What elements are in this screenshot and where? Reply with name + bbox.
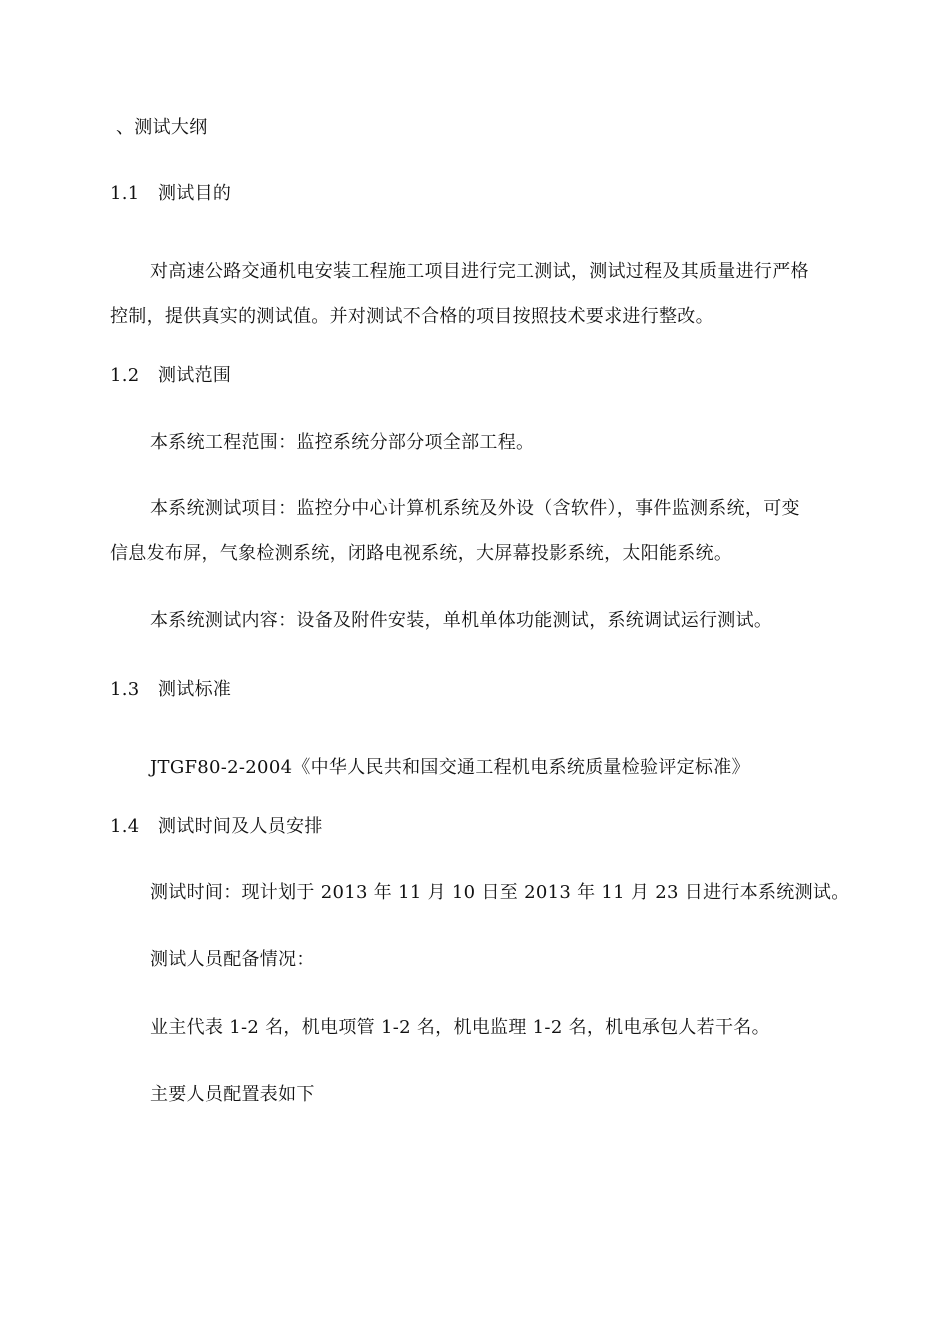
staff-table-intro-paragraph: 主要人员配置表如下 [150, 1084, 315, 1105]
purpose-paragraph-line-2: 控制，提供真实的测试值。并对测试不合格的项目按照技术要求进行整改。 [110, 306, 714, 327]
section-number: 1.2 [110, 365, 140, 386]
section-number: 1.4 [110, 816, 140, 837]
section-number: 1.1 [110, 183, 140, 204]
section-1-2-heading [110, 365, 231, 387]
section-title: 测试目的 [158, 183, 232, 204]
section-title: 测试范围 [158, 365, 232, 386]
staffing-detail-paragraph: 业主代表 1-2 名，机电项管 1-2 名，机电监理 1-2 名，机电承包人若干名。 [150, 1017, 770, 1038]
outline-heading: 、测试大纲 [116, 117, 208, 138]
staffing-intro-paragraph: 测试人员配备情况： [150, 949, 315, 970]
scope-paragraph: 本系统工程范围：监控系统分部分项全部工程。 [150, 432, 535, 453]
section-number: 1.3 [110, 679, 140, 700]
section-title: 测试时间及人员安排 [158, 816, 323, 837]
section-1-1-heading [110, 183, 231, 205]
section-1-4-heading [110, 816, 323, 838]
test-content-paragraph: 本系统测试内容：设备及附件安装，单机单体功能测试，系统调试运行测试。 [150, 610, 773, 631]
section-title: 测试标准 [158, 679, 232, 700]
schedule-paragraph: 测试时间：现计划于 2013 年 11 月 10 日至 2013 年 11 月 23 日进行本系统测试。 [150, 882, 850, 903]
test-items-paragraph-line-2: 信息发布屏，气象检测系统，闭路电视系统，大屏幕投影系统，太阳能系统。 [110, 543, 733, 564]
standard-paragraph: JTGF80-2-2004《中华人民共和国交通工程机电系统质量检验评定标准》 [150, 757, 750, 778]
test-items-paragraph-line-1: 本系统测试项目：监控分中心计算机系统及外设（含软件），事件监测系统，可变 [150, 498, 800, 519]
section-1-3-heading [110, 679, 231, 701]
purpose-paragraph-line-1: 对高速公路交通机电安装工程施工项目进行完工测试，测试过程及其质量进行严格 [150, 261, 809, 282]
